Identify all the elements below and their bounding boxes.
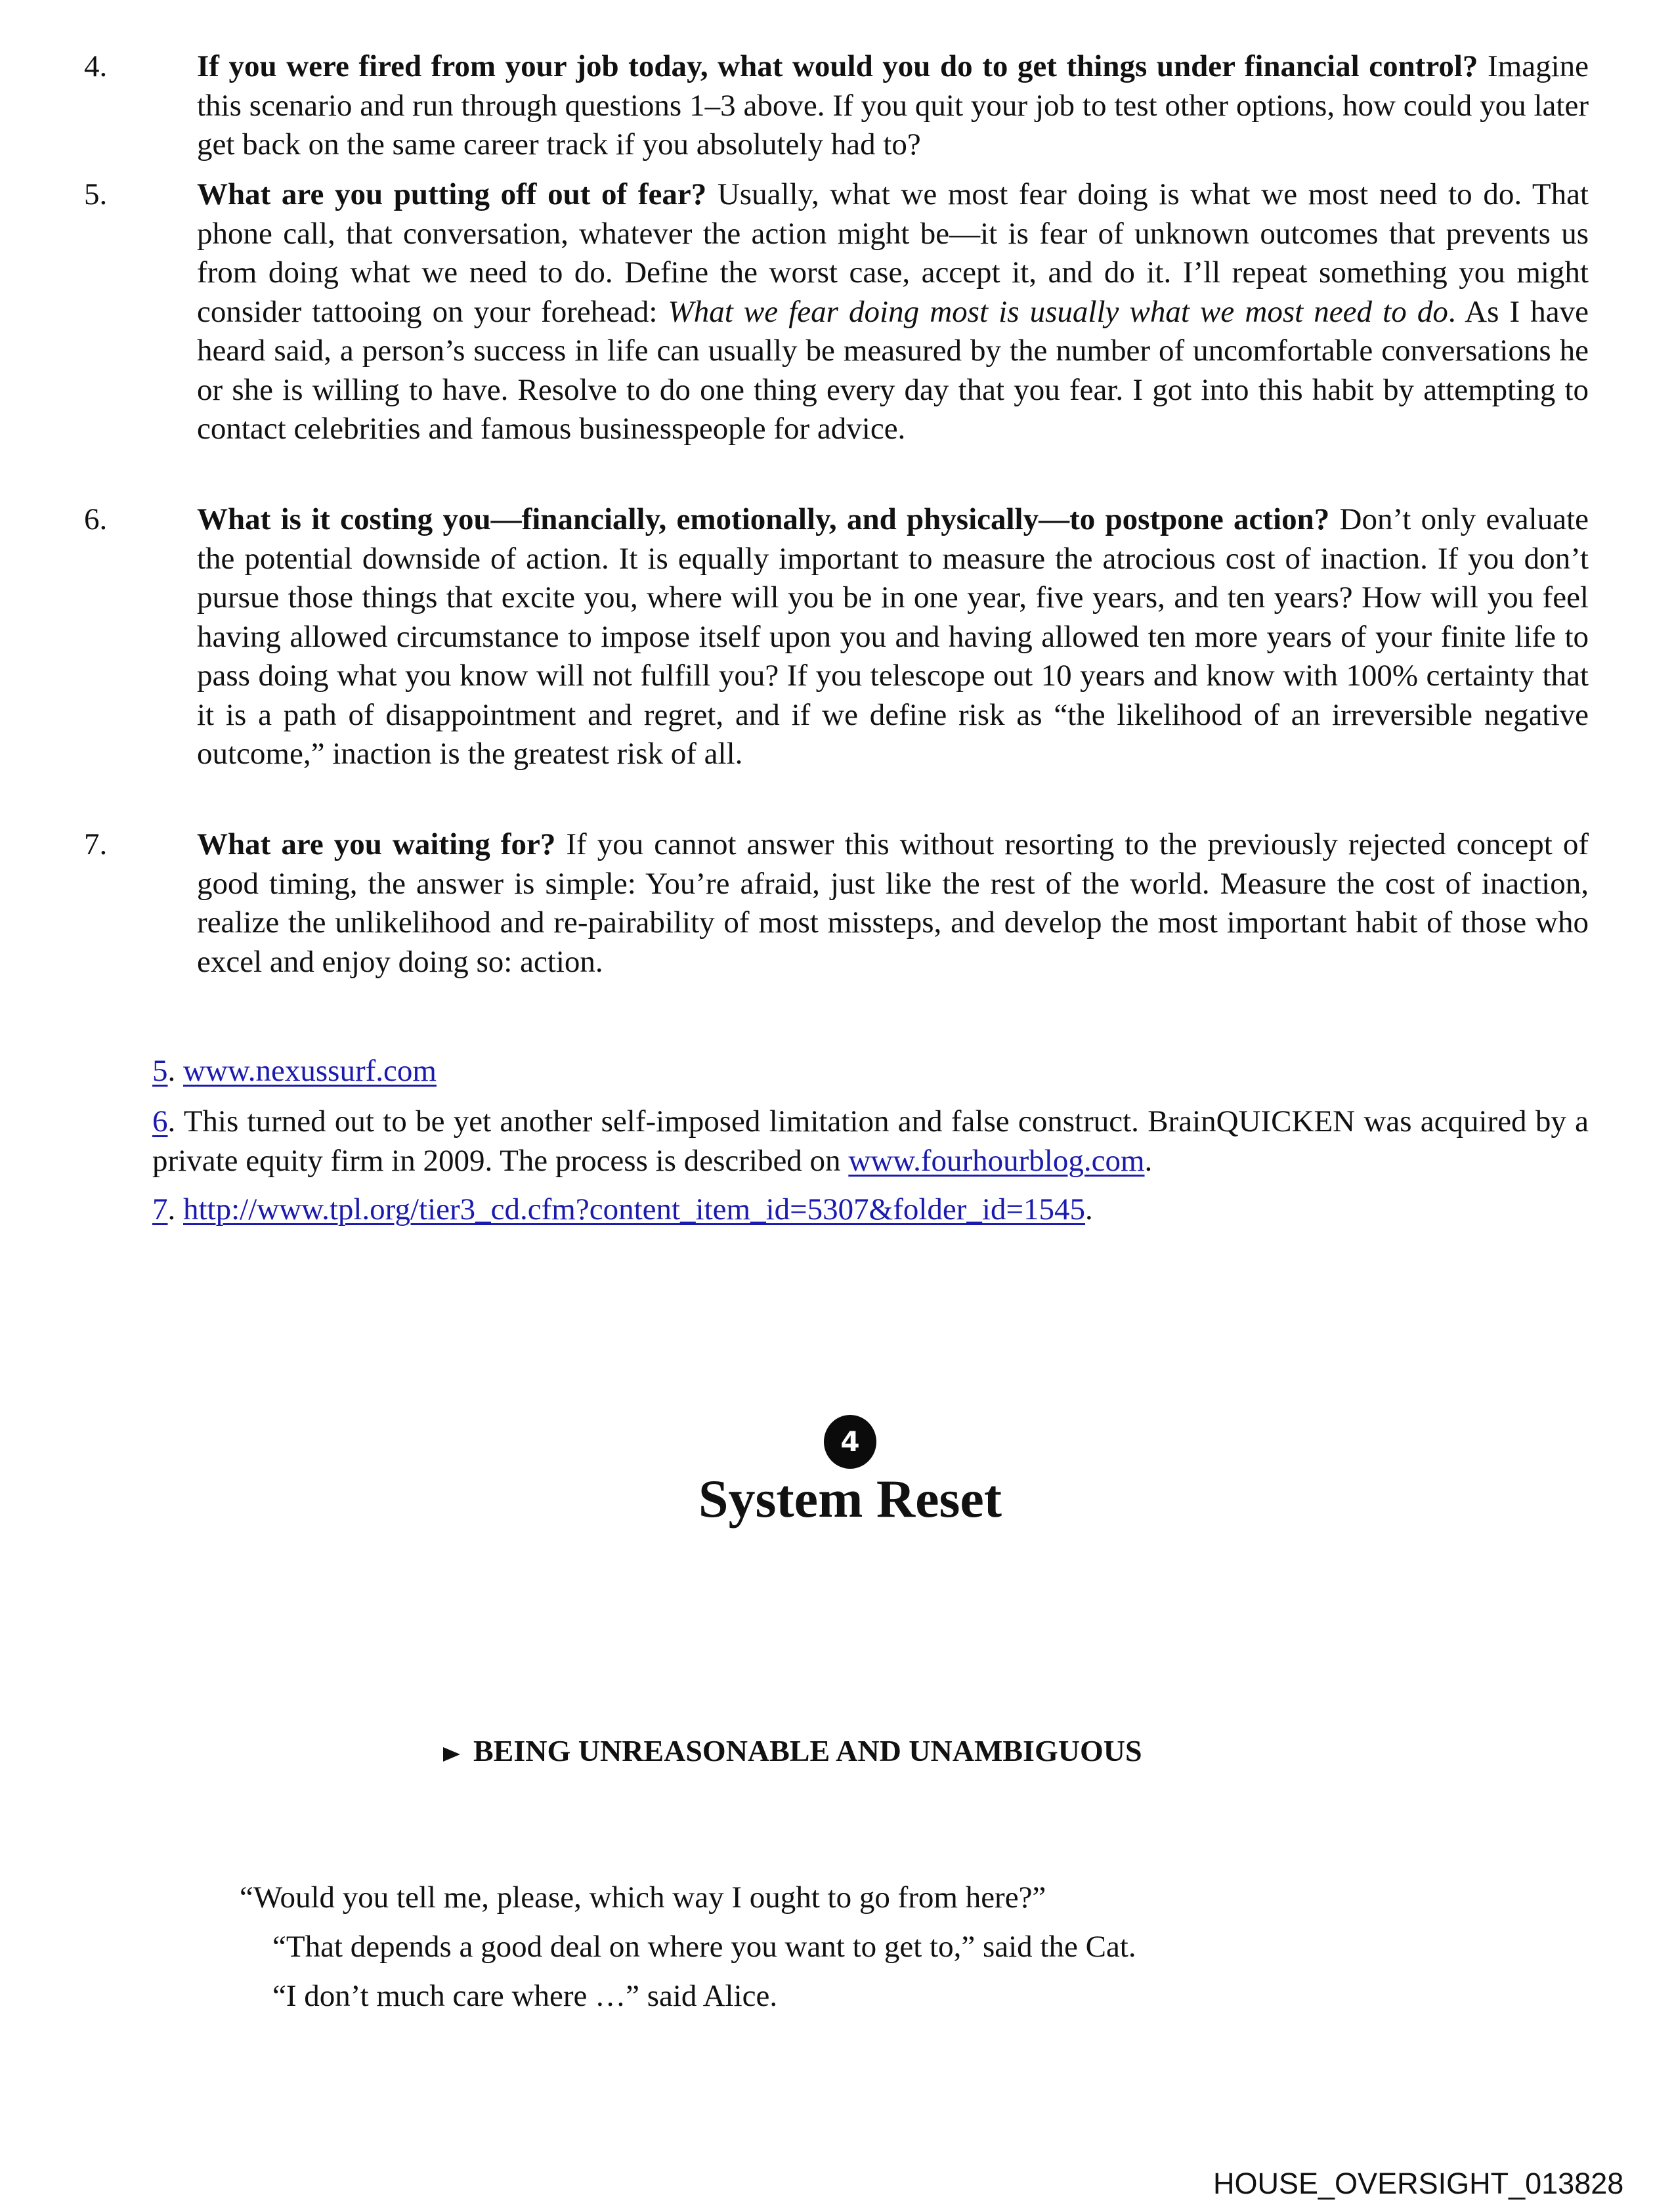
list-question: What are you putting off out of fear? (197, 177, 707, 211)
footnote-sep: . (167, 1054, 183, 1088)
footnote-after: . (1085, 1192, 1093, 1226)
footnote-url-link[interactable]: www.fourhourblog.com (848, 1143, 1145, 1178)
list-body (197, 825, 1589, 982)
footnote-5 (152, 1052, 1589, 1091)
list-number: 6. (84, 502, 108, 536)
list-body (197, 47, 1589, 165)
list-italic: What we fear doing most is usually what we most need to do (668, 294, 1448, 329)
list-text: If you cannot answer this without resorting to the previously rejected concept of good timing, the answer is simple: You’re afraid, just like the rest of the world. Measure the cost of inaction, realize the unlikelihood and re-pairability of most missteps, and develop the most important habit of those who excel and enjoy doing so: action. (197, 827, 1589, 979)
list-question: What are you waiting for? (197, 827, 556, 861)
list-text: Usually, what we most fear doing is what we most need to do. That phone call, that conversation, whatever the action might be—it is fear of unknown outcomes that prevents us from doing what we need to do. Define the worst case, accept it, and do it. I’ll repeat something you might consider tattooing on your forehead: (197, 177, 1589, 329)
list-number: 4. (84, 49, 108, 83)
epigraph-line-3: “I don’t much care where …” said Alice. (272, 1979, 778, 2013)
list-text: Don’t only evaluate the potential downside of action. It is equally important to measure the atrocious cost of inaction. If you don’t pursue those things that excite you, where will you be in one year, five years, and ten years? How will you feel having allowed circumstance to impose itself upon you and having allowed ten more years of your finite life to pass doing what you know will not fulfill you? If you telescope out 10 years and know with 100% certainty that it is a path of disappointment and regret, and if we define risk as “the likelihood of an irreversible negative outcome,” inaction is the greatest risk of all. (197, 502, 1589, 771)
list-question: What is it costing you—financially, emotionally, and physically—to postpone action? (197, 502, 1330, 536)
epigraph-line-2: “That depends a good deal on where you want to get to,” said the Cat. (272, 1930, 1136, 1964)
list-body (197, 175, 1589, 449)
footnote-sep: . (167, 1192, 183, 1226)
list-question: If you were fired from your job today, what would you do to get things under financial control? (197, 49, 1478, 83)
section-heading (443, 1733, 1142, 1768)
list-number: 5. (84, 177, 108, 211)
list-text: Imagine this scenario and run through questions 1–3 above. If you quit your job to test other options, how could you later get back on the same career track if you absolutely had to? (197, 49, 1589, 162)
arrow-bullet-icon (443, 1747, 460, 1762)
list-number: 7. (84, 827, 108, 861)
section-heading-text: BEING UNREASONABLE AND UNAMBIGUOUS (473, 1734, 1142, 1767)
footnote-sep: . (167, 1104, 184, 1139)
footnote-text: This turned out to be yet another self-imposed limitation and false construct. BrainQUICKEN was acquired by a private equity firm in 2009. The process is described on (152, 1104, 1589, 1178)
footnote-url-link[interactable]: www.nexussurf.com (183, 1054, 437, 1088)
footnote-7 (152, 1190, 1589, 1230)
footnote-url-link[interactable]: http://www.tpl.org/tier3_cd.cfm?content_item_id=5307&folder_id=1545 (183, 1192, 1085, 1226)
footnote-6 (152, 1102, 1589, 1181)
epigraph-line-1: “Would you tell me, please, which way I ought to go from here?” (240, 1880, 1046, 1915)
footnote-number-link[interactable]: 5 (152, 1054, 168, 1088)
footnote-number-link[interactable]: 6 (152, 1104, 168, 1139)
list-body (197, 500, 1589, 774)
footnote-after: . (1144, 1143, 1153, 1178)
list-text-after: . As I have heard said, a person’s success in life can usually be measured by the number of uncomfortable conversations he or she is willing to have. Resolve to do one thing every day that you fear. I got into this habit by attempting to contact celebrities and famous businesspeople for advice. (197, 294, 1589, 446)
document-id-footer: HOUSE_OVERSIGHT_013828 (1213, 2167, 1624, 2200)
chapter-number-badge: 4 (824, 1415, 876, 1469)
chapter-title: System Reset (698, 1469, 1002, 1529)
footnote-number-link[interactable]: 7 (152, 1192, 168, 1226)
